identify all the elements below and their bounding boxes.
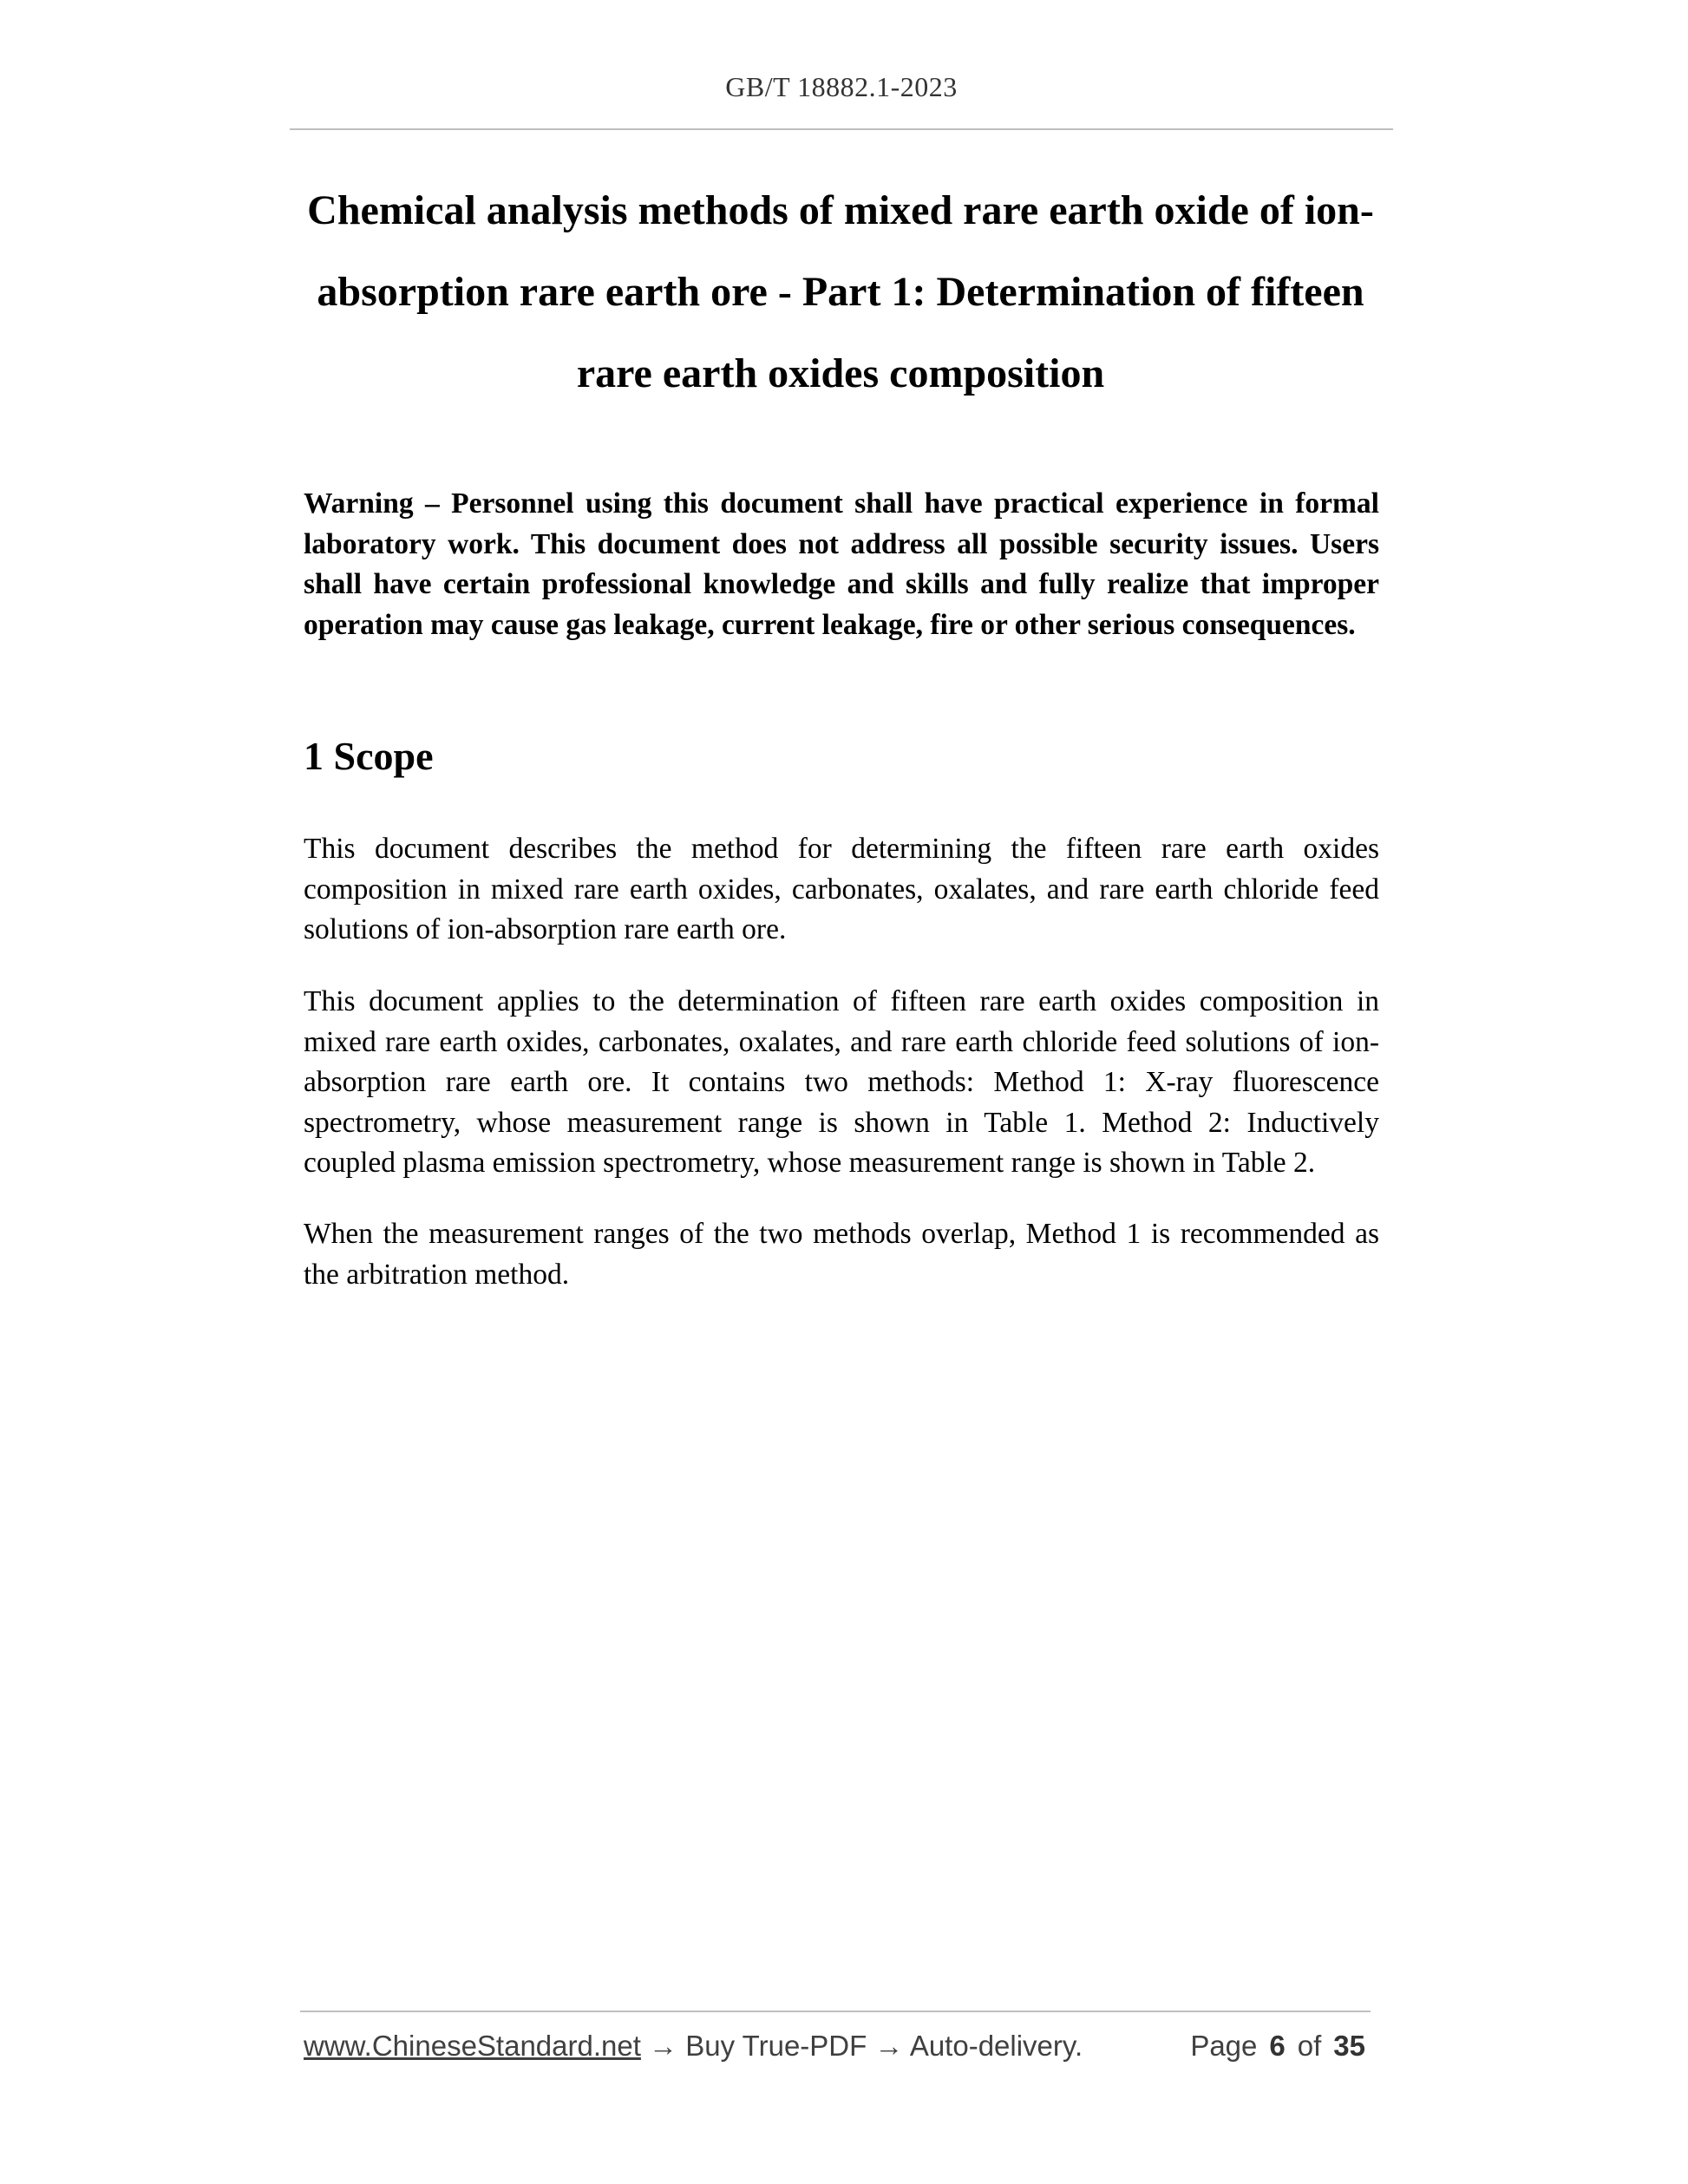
page-label: Page	[1190, 2030, 1258, 2062]
page-total: 35	[1333, 2030, 1365, 2062]
footer-promo	[304, 2030, 1083, 2063]
page-footer	[304, 2030, 1371, 2070]
site-link[interactable]: www.ChineseStandard.net	[304, 2030, 641, 2062]
section-heading-scope: 1 Scope	[304, 734, 434, 778]
scope-paragraph-1: This document describes the method for determining the fifteen rare earth oxides composition in mixed rare earth oxides, carbonates, oxalates, and rare earth chloride feed solutions of ion-absorption rare earth ore.	[304, 833, 1379, 945]
page-number	[1190, 2030, 1365, 2063]
page-header-standard-code: GB/T 18882.1-2023	[725, 71, 958, 102]
document-title: Chemical analysis methods of mixed rare earth oxide of ion-absorption rare earth ore - Part 1: Determination of fifteen rare earth oxides composition	[307, 187, 1374, 396]
footer-divider	[300, 2011, 1371, 2012]
scope-paragraph-3: When the measurement ranges of the two methods overlap, Method 1 is recommended as the arbitration method.	[304, 1218, 1379, 1291]
footer-promo-text: → Buy True-PDF → Auto-delivery.	[640, 2030, 1083, 2062]
warning-notice: Warning – Personnel using this document shall have practical experience in formal laboratory work. This document does not address all possible security issues. Users shall have certain professional knowledge and skills and fully realize that improper operation may cause gas leakage, current leakage, fire or other serious consequences.	[304, 487, 1379, 641]
scope-paragraph-2: This document applies to the determination of fifteen rare earth oxides composition in mixed rare earth oxides, carbonates, oxalates, and rare earth chloride feed solutions of ion-absorption rare earth ore. It contains two methods: Method 1: X-ray fluorescence spectrometry, whose measurement range is shown in Table 1. Method 2: Inductively coupled plasma emission spectrometry, whose measurement range is shown in Table 2.	[304, 985, 1379, 1179]
of-label: of	[1297, 2030, 1322, 2062]
header-divider	[290, 128, 1393, 130]
page-current: 6	[1269, 2030, 1286, 2062]
